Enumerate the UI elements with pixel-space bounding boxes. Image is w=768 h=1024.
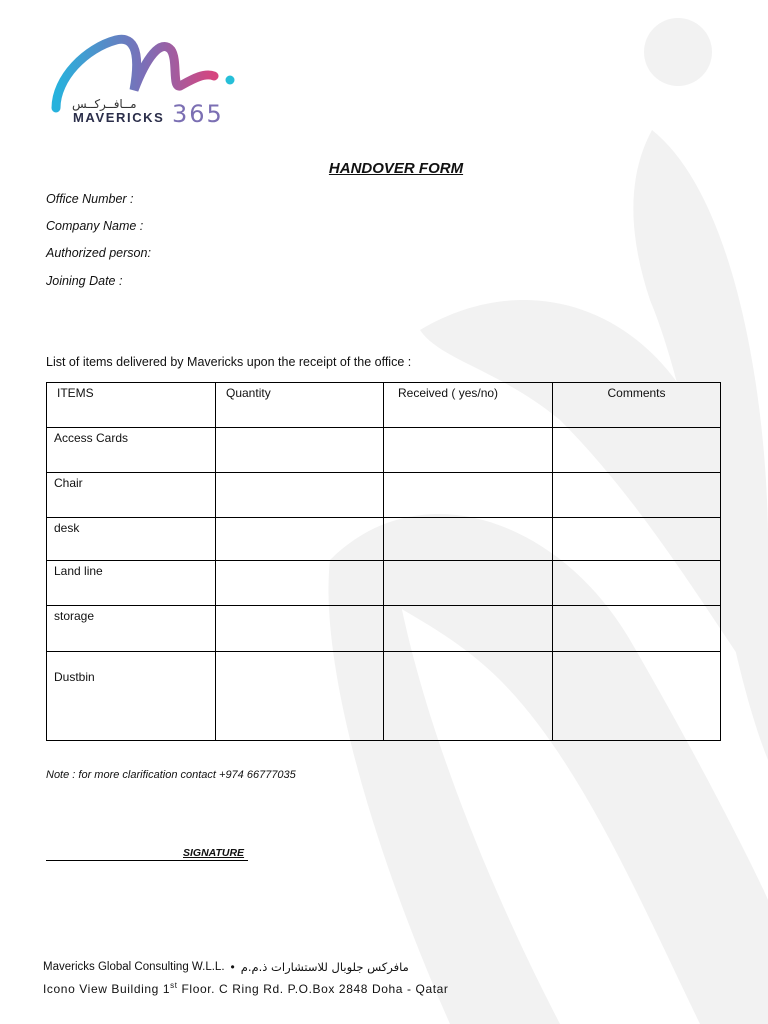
- column-header-quantity: Quantity: [216, 383, 384, 428]
- quantity-cell[interactable]: [216, 428, 384, 473]
- items-table: [46, 382, 721, 741]
- footer-address: Icono View Building 1st Floor. C Ring Rd. P.O.Box 2848 Doha - Qatar: [43, 981, 449, 996]
- received-cell[interactable]: [384, 606, 553, 652]
- office-number-field[interactable]: Office Number :: [46, 192, 134, 206]
- item-cell: storage: [47, 606, 216, 652]
- comments-cell[interactable]: [553, 561, 721, 606]
- table-header-row: [47, 383, 721, 428]
- logo-arabic-name: مــافــركــس: [72, 97, 137, 111]
- comments-cell[interactable]: [553, 652, 721, 741]
- quantity-cell[interactable]: [216, 473, 384, 518]
- logo-number: 365: [172, 100, 224, 128]
- signature-label: SIGNATURE: [183, 847, 245, 859]
- quantity-cell[interactable]: [216, 518, 384, 561]
- table-row: [47, 428, 721, 473]
- item-cell: Access Cards: [47, 428, 216, 473]
- quantity-cell[interactable]: [216, 652, 384, 741]
- received-cell[interactable]: [384, 652, 553, 741]
- column-header-items: ITEMS: [47, 383, 216, 428]
- items-list-intro: List of items delivered by Mavericks upon the receipt of the office :: [46, 355, 412, 369]
- signature-line[interactable]: [46, 860, 248, 861]
- item-cell: Land line: [47, 561, 216, 606]
- footer-company-en: Mavericks Global Consulting W.L.L.: [43, 961, 225, 973]
- item-cell: desk: [47, 518, 216, 561]
- table-row: [47, 473, 721, 518]
- form-title: HANDOVER FORM: [328, 160, 464, 177]
- authorized-person-field[interactable]: Authorized person:: [46, 246, 151, 260]
- comments-cell[interactable]: [553, 473, 721, 518]
- quantity-cell[interactable]: [216, 606, 384, 652]
- footer-company-ar: مافركس جلوبال للاستشارات ذ.م.م: [240, 960, 409, 974]
- table-row: [47, 561, 721, 606]
- received-cell[interactable]: [384, 561, 553, 606]
- contact-note: Note : for more clarification contact +974 66777035: [46, 769, 296, 781]
- footer-bullet-icon: •: [230, 960, 235, 974]
- logo-wordmark: MAVERICKS: [73, 110, 165, 125]
- column-header-comments: Comments: [553, 383, 721, 428]
- received-cell[interactable]: [384, 473, 553, 518]
- comments-cell[interactable]: [553, 606, 721, 652]
- comments-cell[interactable]: [553, 518, 721, 561]
- received-cell[interactable]: [384, 428, 553, 473]
- table-row: [47, 518, 721, 561]
- item-cell: Chair: [47, 473, 216, 518]
- received-cell[interactable]: [384, 518, 553, 561]
- table-row: [47, 652, 721, 741]
- comments-cell[interactable]: [553, 428, 721, 473]
- quantity-cell[interactable]: [216, 561, 384, 606]
- item-cell: Dustbin: [47, 652, 216, 741]
- table-row: [47, 606, 721, 652]
- joining-date-field[interactable]: Joining Date :: [46, 274, 123, 288]
- column-header-received: Received ( yes/no): [384, 383, 553, 428]
- company-name-field[interactable]: Company Name :: [46, 219, 144, 233]
- footer-company-line: [43, 960, 409, 974]
